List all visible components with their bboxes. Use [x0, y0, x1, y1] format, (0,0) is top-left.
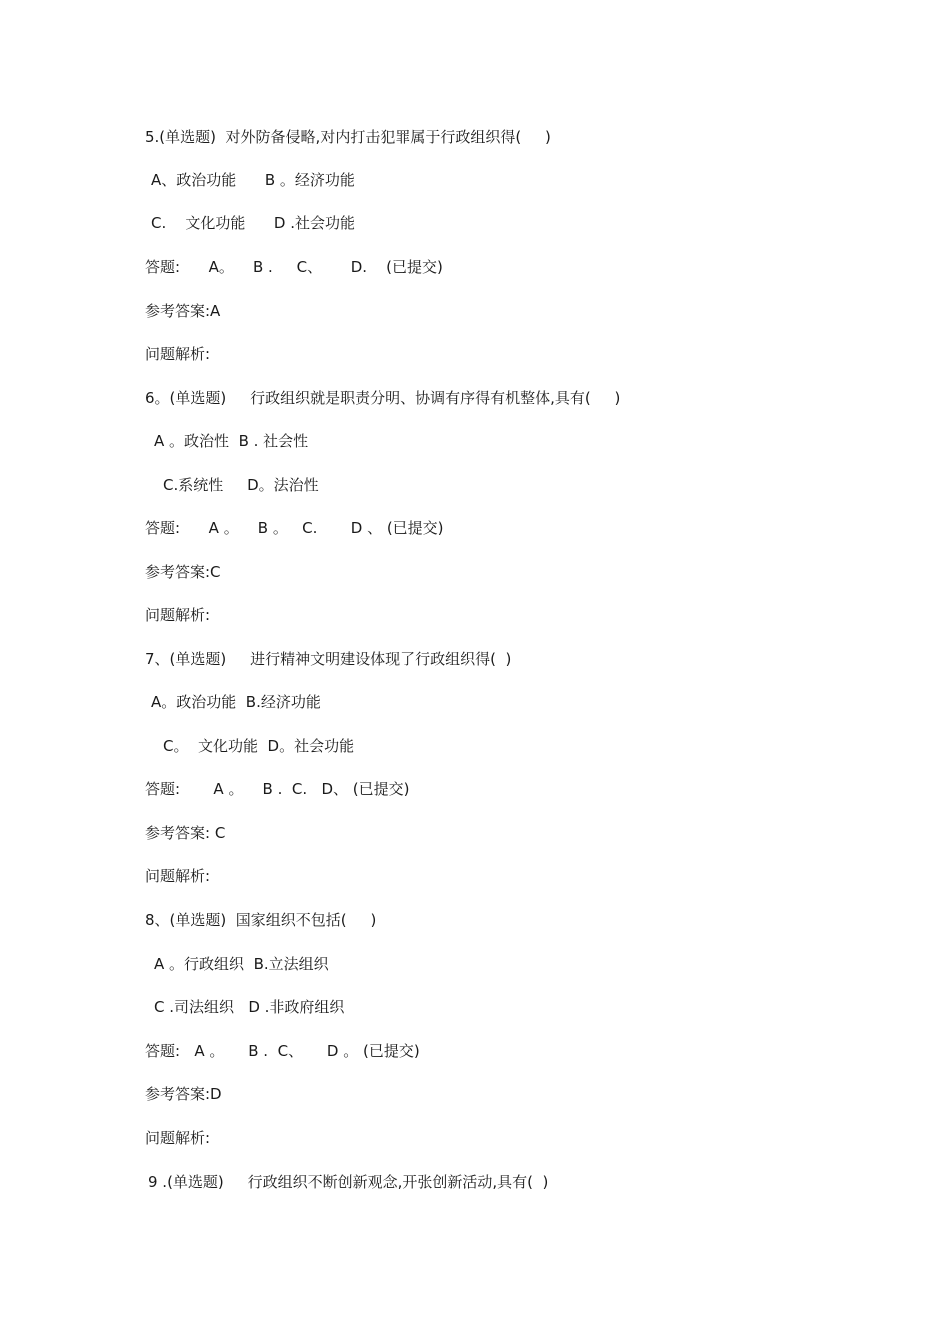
question-6-options-ab: A 。政治性 B . 社会性: [154, 432, 309, 450]
question-7-analysis: 问题解析:: [145, 867, 211, 885]
question-5-options-ab: A、政治功能 B 。经济功能: [151, 171, 355, 189]
question-8-stem: 8、(单选题) 国家组织不包括( ): [145, 911, 377, 929]
question-8-analysis: 问题解析:: [145, 1129, 211, 1147]
question-9-stem: 9 .(单选题) 行政组织不断创新观念,开张创新活动,具有( ): [148, 1173, 549, 1191]
question-5-stem: 5.(单选题) 对外防备侵略,对内打击犯罪属于行政组织得( ): [145, 128, 551, 146]
question-8-answer: 答题: A 。 B . C、 D 。 (已提交): [145, 1042, 420, 1060]
question-7-options-ab: A。政治功能 B.经济功能: [151, 693, 321, 711]
question-8-reference-answer: 参考答案:D: [145, 1085, 222, 1103]
question-6-stem: 6。(单选题) 行政组织就是职责分明、协调有序得有机整体,具有( ): [145, 389, 621, 407]
question-7-stem: 7、(单选题) 进行精神文明建设体现了行政组织得( ): [145, 650, 512, 668]
question-6-reference-answer: 参考答案:C: [145, 563, 221, 581]
question-5-answer: 答题: A。 B . C、 D. (已提交): [145, 258, 443, 276]
question-7-answer: 答题: A 。 B . C. D、 (已提交): [145, 780, 410, 798]
question-6-answer: 答题: A 。 B 。 C. D 、 (已提交): [145, 519, 444, 537]
question-8-options-cd: C .司法组织 D .非政府组织: [154, 998, 345, 1016]
question-6-options-cd: C.系统性 D。法治性: [163, 476, 319, 494]
question-6-analysis: 问题解析:: [145, 606, 211, 624]
question-8-options-ab: A 。行政组织 B.立法组织: [154, 955, 329, 973]
question-7-options-cd: C。 文化功能 D。社会功能: [163, 737, 355, 755]
question-5-reference-answer: 参考答案:A: [145, 302, 221, 320]
question-5-options-cd: C. 文化功能 D .社会功能: [151, 214, 356, 232]
question-5-analysis: 问题解析:: [145, 345, 211, 363]
question-7-reference-answer: 参考答案: C: [145, 824, 226, 842]
